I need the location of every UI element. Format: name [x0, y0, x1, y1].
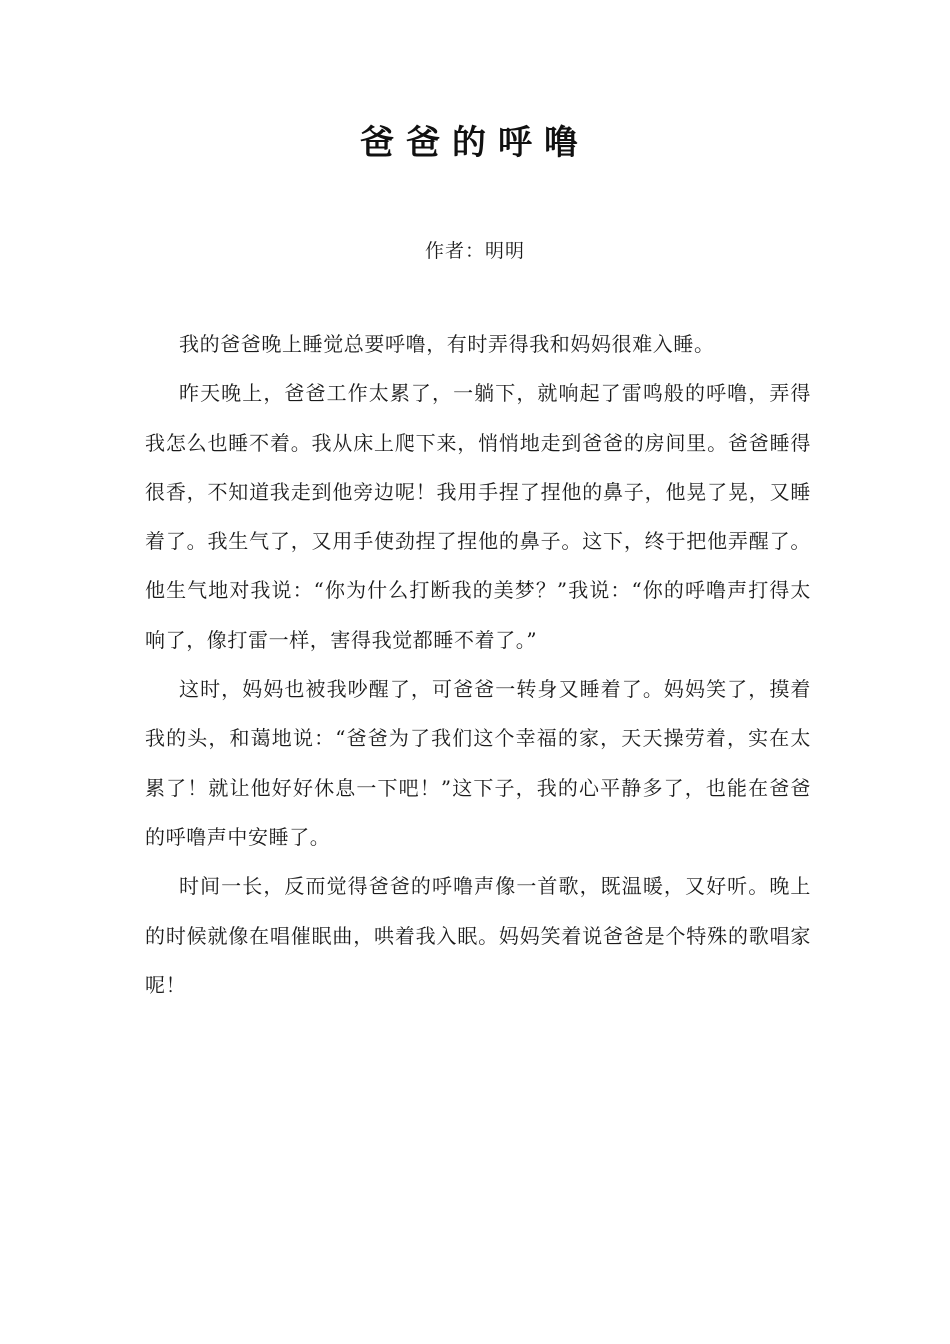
page-title: 爸爸的呼噜	[360, 123, 590, 163]
paragraph-3: 这时，妈妈也被我吵醒了，可爸爸一转身又睡着了。妈妈笑了，摸着我的头，和蔼地说：“爸爸为了我们这个幸福的家，天天操劳着，实在太累了！就让他好好休息一下吧！”这下子，我的心平静多了，也能在爸爸的呼噜声中安睡了。	[145, 677, 811, 849]
paragraph-4: 时间一长，反而觉得爸爸的呼噜声像一首歌，既温暖，又好听。晚上的时候就像在唱催眠曲，哄着我入眠。妈妈笑着说爸爸是个特殊的歌唱家呢！	[145, 874, 811, 997]
author-line: 作者：明明	[424, 240, 525, 262]
article-body	[145, 320, 811, 1010]
paragraph-1: 我的爸爸晚上睡觉总要呼噜，有时弄得我和妈妈很难入睡。	[179, 332, 715, 356]
paragraph-2: 昨天晚上，爸爸工作太累了，一躺下，就响起了雷鸣般的呼噜，弄得我怎么也睡不着。我从床上爬下来，悄悄地走到爸爸的房间里。爸爸睡得很香，不知道我走到他旁边呢！我用手捏了捏他的鼻子，他晃了晃，又睡着了。我生气了，又用手使劲捏了捏他的鼻子。这下，终于把他弄醒了。他生气地对我说：“你为什么打断我的美梦？”我说：“你的呼噜声打得太响了，像打雷一样，害得我觉都睡不着了。”	[145, 381, 811, 652]
